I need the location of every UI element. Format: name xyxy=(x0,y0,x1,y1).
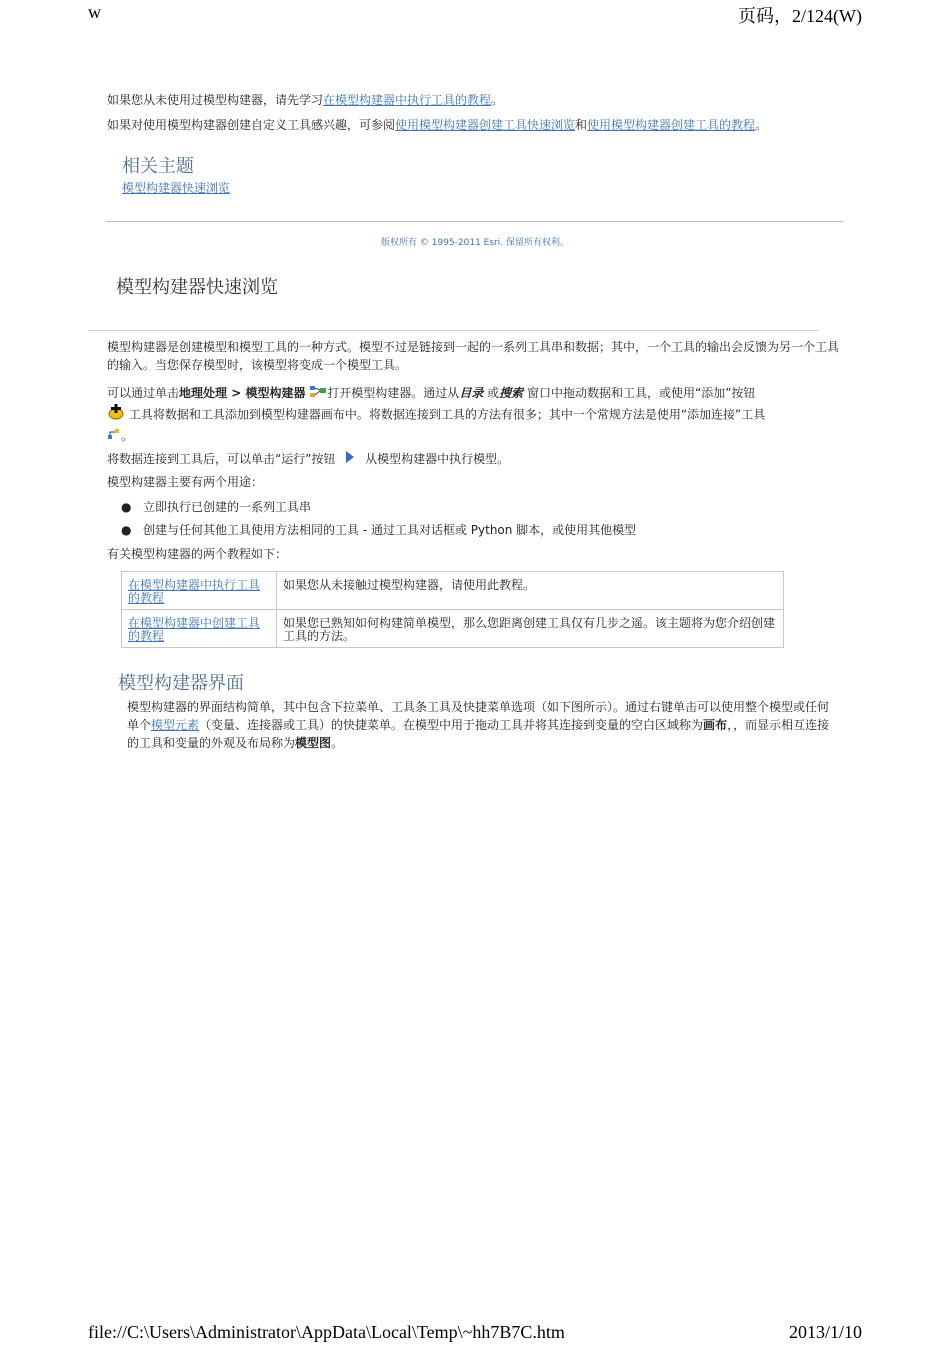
tutorial-link-create[interactable]: 在模型构建器中创建工具的教程 xyxy=(128,616,261,643)
add-connection-icon xyxy=(107,426,121,446)
uses-intro: 模型构建器主要有两个用途： xyxy=(107,475,264,489)
add-data-icon xyxy=(107,404,125,426)
run-model-paragraph: 将数据连接到工具后，可以单击“运行”按钮 从模型构建器中执行模型。 xyxy=(107,449,842,470)
print-footer-path: file://C:\Users\Administrator\AppData\Local\Temp\~hh7B7C.htm xyxy=(88,1322,565,1342)
table-row xyxy=(122,572,784,610)
tutorial-execute-link[interactable]: 在模型构建器中执行工具的教程 xyxy=(323,93,492,107)
tutorials-table xyxy=(121,571,784,648)
create-tools-quick-tour-link[interactable]: 使用模型构建器创建工具快速浏览 xyxy=(395,118,576,132)
table-cell xyxy=(122,572,277,610)
table-cell: 如果您已熟知如何构建简单模型，那么您距离创建工具仅有几步之遥。该主题将为您介绍创建工具的方法。 xyxy=(277,610,784,648)
page-title: 模型构建器快速浏览 xyxy=(116,277,278,298)
related-topics-list xyxy=(122,179,422,197)
title-divider xyxy=(88,330,818,331)
table-row xyxy=(122,610,784,648)
print-header-left: w xyxy=(88,2,101,22)
divider xyxy=(106,221,843,222)
list-item: ● 立即执行已创建的一系列工具串 xyxy=(121,500,312,514)
intro-line-2: 如果对使用模型构建器创建自定义工具感兴趣，可参阅使用模型构建器创建工具快速浏览和使用模型构建器创建工具的教程。 xyxy=(107,118,768,132)
copyright-notice: 版权所有 © 1995-2011 Esri. 保留所有权利。 xyxy=(381,238,569,248)
list-item: ● 创建与任何其他工具使用方法相同的工具 - 通过工具对话框或 Python 脚本，或使用其他模型 xyxy=(121,523,637,537)
intro-paragraph: 模型构建器是创建模型和模型工具的一种方式。模型不过是链接到一起的一系列工具串和数据；其中，一个工具的输出会反馈为另一个工具的输入。当您保存模型时，该模型将变成一个模型工具。 xyxy=(107,340,840,372)
run-icon xyxy=(345,450,355,470)
print-footer-date: 2013/1/10 xyxy=(788,1322,862,1342)
print-header-page-number: 页码，2/124(W) xyxy=(738,6,862,26)
open-model-builder-paragraph: 可以通过单击地理处理 > 模型构建器 打开模型构建器。通过从目录 或搜索 窗口中拖动数据和工具，或使用“添加”按钮 工具将数据和工具添加到模型构建器画布中。将数据连接到工具的方法有很多；其中一个常规方法是使用“添加连接”工具 。 xyxy=(107,383,842,446)
model-builder-icon xyxy=(309,384,327,404)
tutorials-intro: 有关模型构建器的两个教程如下： xyxy=(107,547,288,561)
intro-line-1: 如果您从未使用过模型构建器，请先学习在模型构建器中执行工具的教程。 xyxy=(107,93,504,107)
related-topics-heading: 相关主题 xyxy=(122,156,194,177)
related-topic-link[interactable]: 模型构建器快速浏览 xyxy=(122,181,231,195)
interface-paragraph: 模型构建器的界面结构简单，其中包含下拉菜单、工具条工具及快捷菜单选项（如下图所示）。通过右键单击可以使用整个模型或任何单个模型元素（变量、连接器或工具）的快捷菜单。在模型中用于拖动工具并将其连接到变量的空白区域称为画布，，而显示相互连接的工具和变量的外观及布局称为模型图。 xyxy=(127,700,830,750)
create-tools-tutorial-link[interactable]: 使用模型构建器创建工具的教程 xyxy=(587,118,756,132)
uses-list xyxy=(107,498,842,544)
interface-heading: 模型构建器界面 xyxy=(118,673,244,694)
tutorial-link-execute[interactable]: 在模型构建器中执行工具的教程 xyxy=(128,578,261,605)
table-cell xyxy=(122,610,277,648)
model-elements-link[interactable]: 模型元素 xyxy=(151,718,200,732)
table-cell: 如果您从未接触过模型构建器，请使用此教程。 xyxy=(277,572,784,610)
